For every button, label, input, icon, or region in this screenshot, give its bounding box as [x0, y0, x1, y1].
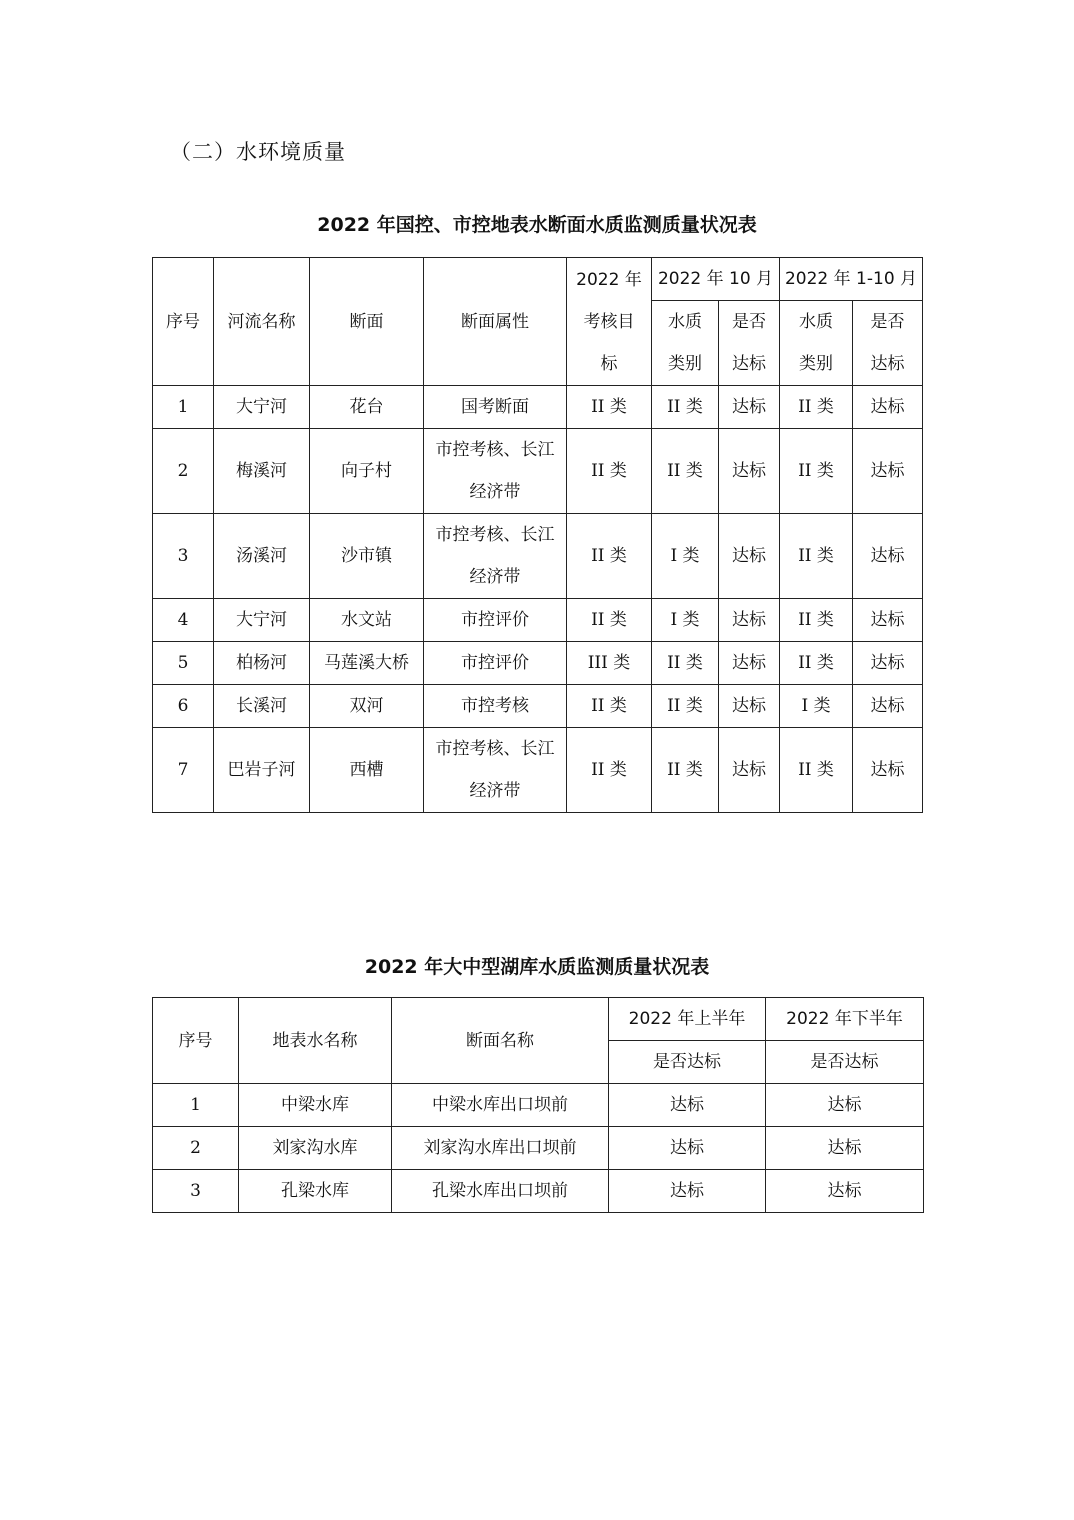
cell-second-half: 达标: [766, 1084, 924, 1127]
cell-ytd-quality: I 类: [780, 685, 853, 728]
cell-first-half: 达标: [609, 1084, 766, 1127]
table-row: [153, 599, 923, 642]
cell-oct-meet: 达标: [719, 599, 780, 642]
cell-river: 大宁河: [214, 386, 310, 429]
cell-ytd-quality: II 类: [780, 728, 853, 813]
cell-oct-quality: II 类: [652, 728, 719, 813]
cell-oct-quality: II 类: [652, 429, 719, 514]
cell-name: 孔梁水库: [239, 1170, 392, 1213]
cell-ytd-quality: II 类: [780, 429, 853, 514]
table-row: [153, 1084, 924, 1127]
cell-oct-meet: 达标: [719, 429, 780, 514]
table1-title: 2022 年国控、市控地表水断面水质监测质量状况表: [317, 214, 757, 236]
cell-ytd-meet: 达标: [853, 685, 923, 728]
cell-target: II 类: [567, 599, 652, 642]
cell-section: 花台: [310, 386, 424, 429]
cell-oct-meet: 达标: [719, 685, 780, 728]
header-ytd-meet: [853, 301, 923, 386]
header-ytd-quality: [780, 301, 853, 386]
cell-target: II 类: [567, 685, 652, 728]
cell-attribute: [424, 429, 567, 514]
header-line: 类别: [668, 354, 702, 374]
cell-ytd-quality: II 类: [780, 599, 853, 642]
cell-attribute-line: 经济带: [469, 482, 521, 502]
header-seq: 序号: [153, 258, 214, 386]
header-second-half-meet: 是否达标: [766, 1041, 924, 1084]
cell-attribute: [424, 642, 567, 685]
header-river: 河流名称: [214, 258, 310, 386]
cell-attribute: [424, 514, 567, 599]
cell-seq: 1: [153, 1084, 239, 1127]
header-line: 是否: [870, 312, 905, 332]
table-row: [153, 685, 923, 728]
cell-section: 双河: [310, 685, 424, 728]
cell-section-name: 中梁水库出口坝前: [392, 1084, 609, 1127]
cell-attribute-line: 市控考核、长江: [435, 525, 555, 545]
cell-target: III 类: [567, 642, 652, 685]
table-row: [153, 1127, 924, 1170]
cell-section: 水文站: [310, 599, 424, 642]
reservoir-quality-table: [152, 997, 924, 1213]
cell-seq: 7: [153, 728, 214, 813]
cell-attribute: [424, 599, 567, 642]
cell-target: II 类: [567, 514, 652, 599]
cell-ytd-meet: 达标: [853, 514, 923, 599]
cell-seq: 2: [153, 429, 214, 514]
cell-first-half: 达标: [609, 1127, 766, 1170]
cell-ytd-meet: 达标: [853, 728, 923, 813]
cell-section: 向子村: [310, 429, 424, 514]
header-line: 是否: [732, 312, 766, 332]
cell-attribute-line: 市控考核、长江: [435, 440, 555, 460]
cell-seq: 4: [153, 599, 214, 642]
cell-attribute-line: 市控考核、长江: [435, 739, 555, 759]
section-heading: （二）水环境质量: [170, 140, 346, 164]
cell-ytd-meet: 达标: [853, 386, 923, 429]
cell-ytd-quality: II 类: [780, 642, 853, 685]
cell-attribute: [424, 386, 567, 429]
cell-section: 西槽: [310, 728, 424, 813]
cell-name: 中梁水库: [239, 1084, 392, 1127]
header-target-line: 2022 年: [576, 269, 642, 290]
cell-attribute-line: 经济带: [469, 567, 521, 587]
header-line: 类别: [799, 354, 834, 374]
cell-seq: 3: [153, 1170, 239, 1213]
header-attribute: 断面属性: [424, 258, 567, 386]
header-second-half: 2022 年下半年: [766, 998, 924, 1041]
cell-first-half: 达标: [609, 1170, 766, 1213]
cell-seq: 1: [153, 386, 214, 429]
cell-oct-meet: 达标: [719, 642, 780, 685]
cell-ytd-quality: II 类: [780, 386, 853, 429]
cell-oct-quality: II 类: [652, 642, 719, 685]
cell-river: 巴岩子河: [214, 728, 310, 813]
cell-river: 柏杨河: [214, 642, 310, 685]
cell-seq: 3: [153, 514, 214, 599]
cell-section-name: 孔梁水库出口坝前: [392, 1170, 609, 1213]
cell-attribute-line: 经济带: [469, 781, 521, 801]
cell-section: 马莲溪大桥: [310, 642, 424, 685]
cell-oct-meet: 达标: [719, 728, 780, 813]
cell-seq: 2: [153, 1127, 239, 1170]
header-line: 达标: [732, 354, 766, 374]
cell-river: 大宁河: [214, 599, 310, 642]
cell-river: 汤溪河: [214, 514, 310, 599]
cell-oct-quality: I 类: [652, 514, 719, 599]
cell-ytd-meet: 达标: [853, 429, 923, 514]
cell-attribute: [424, 685, 567, 728]
header-jan-oct: 2022 年 1-10 月: [780, 258, 923, 301]
cell-ytd-meet: 达标: [853, 642, 923, 685]
table2-title: 2022 年大中型湖库水质监测质量状况表: [364, 956, 710, 978]
table-row: [153, 728, 923, 813]
cell-target: II 类: [567, 728, 652, 813]
table-row: [153, 386, 923, 429]
river-quality-table: [152, 257, 923, 813]
cell-seq: 6: [153, 685, 214, 728]
cell-oct-quality: I 类: [652, 599, 719, 642]
cell-ytd-meet: 达标: [853, 599, 923, 642]
header-target-line: 考核目: [583, 311, 635, 332]
cell-river: 梅溪河: [214, 429, 310, 514]
cell-second-half: 达标: [766, 1127, 924, 1170]
header-target-line: 标: [600, 353, 618, 374]
cell-attribute-line: 市控评价: [461, 653, 529, 673]
header-name: 地表水名称: [239, 998, 392, 1084]
cell-target: II 类: [567, 386, 652, 429]
cell-attribute-line: 国考断面: [461, 397, 529, 417]
cell-seq: 5: [153, 642, 214, 685]
table-row: [153, 642, 923, 685]
header-first-half-meet: 是否达标: [609, 1041, 766, 1084]
cell-ytd-quality: II 类: [780, 514, 853, 599]
header-oct-quality: [652, 301, 719, 386]
cell-target: II 类: [567, 429, 652, 514]
cell-name: 刘家沟水库: [239, 1127, 392, 1170]
cell-oct-meet: 达标: [719, 514, 780, 599]
header-section-name: 断面名称: [392, 998, 609, 1084]
cell-attribute-line: 市控考核: [461, 696, 529, 716]
header-line: 达标: [870, 354, 905, 374]
header-oct-meet: [719, 301, 780, 386]
cell-oct-quality: II 类: [652, 685, 719, 728]
header-first-half: 2022 年上半年: [609, 998, 766, 1041]
header-line: 水质: [799, 312, 834, 332]
header-line: 水质: [668, 312, 702, 332]
cell-section-name: 刘家沟水库出口坝前: [392, 1127, 609, 1170]
header-section: 断面: [310, 258, 424, 386]
header-seq: 序号: [153, 998, 239, 1084]
cell-attribute: [424, 728, 567, 813]
table-row: [153, 1170, 924, 1213]
cell-attribute-line: 市控评价: [461, 610, 529, 630]
cell-oct-meet: 达标: [719, 386, 780, 429]
table-row: [153, 514, 923, 599]
cell-river: 长溪河: [214, 685, 310, 728]
header-target: [567, 258, 652, 386]
cell-section: 沙市镇: [310, 514, 424, 599]
cell-second-half: 达标: [766, 1170, 924, 1213]
table-row: [153, 429, 923, 514]
header-oct: 2022 年 10 月: [652, 258, 780, 301]
cell-oct-quality: II 类: [652, 386, 719, 429]
